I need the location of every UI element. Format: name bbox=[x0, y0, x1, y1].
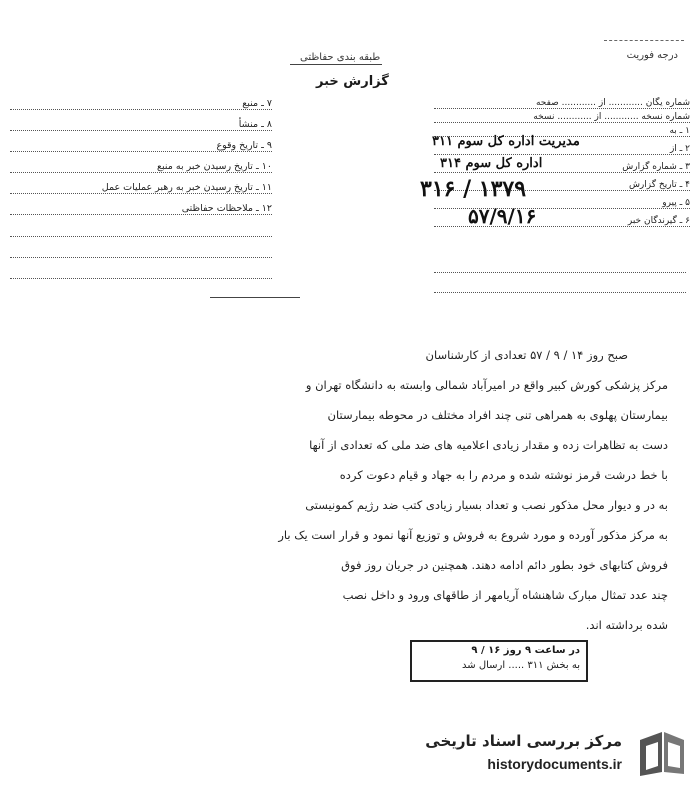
body-line: چند عدد تمثال مبارک شاهنشاه آریامهر از طاقهای ورود و داخل نصب bbox=[342, 588, 668, 602]
report-body bbox=[68, 340, 668, 640]
left-field-line bbox=[10, 193, 272, 194]
left-extra-line bbox=[10, 278, 272, 279]
right-field-row bbox=[430, 112, 690, 126]
handwritten-report-date: ۵۷/۹/۱۶ bbox=[468, 204, 537, 228]
right-field-label: شماره نسخه ............ از ............ نسخه bbox=[530, 112, 690, 122]
right-field-label: شماره یگان ............ از ............ صفحه bbox=[533, 98, 690, 108]
left-field-label: ۱۱ ـ تاریخ رسیدن خبر به رهبر عملیات عمل bbox=[99, 182, 272, 193]
priority-label: درجه فوریت bbox=[626, 50, 678, 61]
book-logo-icon bbox=[634, 728, 688, 778]
body-line: با خط درشت قرمز نوشته شده و مردم را به جهاد و قیام دعوت کرده bbox=[339, 468, 668, 482]
right-field-line bbox=[434, 122, 690, 123]
left-field-row bbox=[10, 119, 272, 140]
right-field-label: ۵ ـ پیرو bbox=[659, 198, 690, 208]
body-line: فروش کتابهای خود بطور دائم ادامه دهند. همچنین در جریان روز فوق bbox=[341, 558, 668, 572]
left-extra-line bbox=[10, 236, 272, 237]
right-extra-line bbox=[434, 292, 686, 293]
left-field-line bbox=[10, 214, 272, 215]
form-title: گزارش خبر bbox=[316, 74, 389, 89]
left-field-line bbox=[10, 130, 272, 131]
right-field-line bbox=[434, 154, 690, 155]
handwritten-report-number: ۳۱۶ / ۱۳۷۹ bbox=[420, 176, 527, 202]
left-field-label: ۱۰ ـ تاریخ رسیدن خبر به منبع bbox=[154, 161, 272, 172]
body-line: صبح روز ۱۴ / ۹ / ۵۷ تعدادی از کارشناسان bbox=[425, 348, 628, 362]
left-field-row bbox=[10, 203, 272, 224]
left-field-label: ۷ ـ منبع bbox=[239, 98, 272, 109]
header-rule bbox=[290, 64, 382, 65]
classification-label: طبقه بندی حفاظتی bbox=[300, 52, 381, 63]
left-field-row bbox=[10, 182, 272, 203]
left-field-row bbox=[10, 140, 272, 161]
right-field-line bbox=[434, 108, 690, 109]
left-extra-line bbox=[10, 257, 272, 258]
left-field-label: ۸ ـ منشأ bbox=[236, 119, 272, 130]
right-field-line bbox=[434, 172, 690, 173]
body-line: شده برداشته اند. bbox=[585, 618, 668, 632]
dispatch-stamp bbox=[410, 640, 588, 682]
left-field-line bbox=[10, 151, 272, 152]
left-fields bbox=[10, 98, 272, 224]
right-field-label: ۳ ـ شماره گزارش bbox=[619, 162, 690, 172]
stamp-line-2: به بخش ۳۱۱ ..... ارسال شد bbox=[462, 660, 580, 671]
body-line: مرکز پزشکی کورش کبیر واقع در امیرآباد شمالی وابسته به دانشگاه تهران و bbox=[305, 378, 668, 392]
stamp-line-1: در ساعت ۹ روز ۱۶ / ۹ bbox=[471, 645, 580, 656]
left-field-label: ۱۲ ـ ملاحظات حفاظتی bbox=[179, 203, 272, 214]
right-field-label: ۲ ـ از bbox=[667, 144, 690, 154]
body-line: به مرکز مذکور آورده و مورد شروع به فروش و توزیع آنها نمود و قرار است یک بار bbox=[278, 528, 668, 542]
top-right-rule bbox=[604, 40, 684, 41]
watermark-org: مرکز بررسی اسناد تاریخی bbox=[425, 732, 622, 750]
left-field-label: ۹ ـ تاریخ وقوع bbox=[213, 140, 272, 151]
body-line: به در و دیوار محل مذکور نصب و تعداد بسیار زیادی کتب ضد رژیم کمونیستی bbox=[305, 498, 668, 512]
handwritten-to: مدیریت اداره کل سوم ۳۱۱ bbox=[432, 134, 580, 149]
right-field-label: ۶ ـ گیرندگان خبر bbox=[625, 216, 690, 226]
left-field-line bbox=[10, 172, 272, 173]
watermark-site: historydocuments.ir bbox=[487, 756, 622, 772]
left-field-row bbox=[10, 161, 272, 182]
right-extra-line bbox=[434, 272, 686, 273]
right-field-label: ۱ ـ به bbox=[666, 126, 690, 136]
right-field-row bbox=[430, 98, 690, 112]
right-field-label: ۴ ـ تاریخ گزارش bbox=[626, 180, 690, 190]
handwritten-from: اداره کل سوم ۳۱۴ bbox=[440, 156, 543, 171]
left-field-row bbox=[10, 98, 272, 119]
watermark bbox=[412, 726, 692, 780]
section-separator bbox=[210, 297, 300, 298]
body-line: بیمارستان پهلوی به همراهی تنی چند افراد مختلف در محوطه بیمارستان bbox=[327, 408, 668, 422]
left-field-line bbox=[10, 109, 272, 110]
body-line: دست به تظاهرات زده و مقدار زیادی اعلامیه های ضد ملی که تعدادی از آنها bbox=[309, 438, 668, 452]
